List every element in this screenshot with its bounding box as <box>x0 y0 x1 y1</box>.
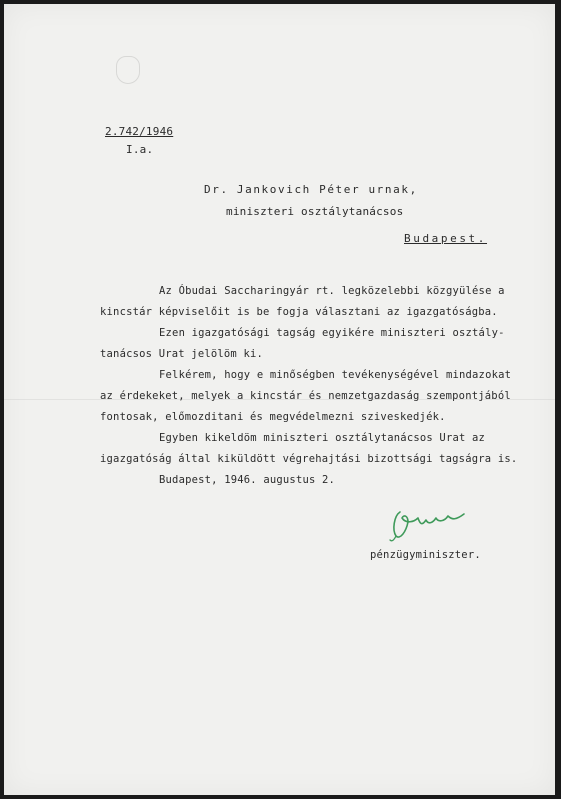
date-line: Budapest, 1946. augustus 2. <box>159 474 336 486</box>
reference-department: I.a. <box>126 143 154 156</box>
body-line: tanácsos Urat jelölöm ki. <box>100 348 264 360</box>
handwritten-signature <box>386 504 476 544</box>
body-line: Egyben kikeldöm miniszteri osztálytanácsos Urat az <box>159 432 486 444</box>
body-line: Ezen igazgatósági tagság egyikére miniszteri osztály- <box>159 327 505 339</box>
reference-number: 2.742/1946 <box>105 125 174 138</box>
body-line: kincstár képviselőit is be fogja választani az igazgatóságba. <box>100 306 498 318</box>
addressee-title: miniszteri osztálytanácsos <box>226 205 404 218</box>
addressee-name: Dr. Jankovich Péter urnak, <box>204 183 418 196</box>
embossed-seal <box>94 56 204 116</box>
body-line: igazgatóság által kiküldött végrehajtási bizottsági tagságra is. <box>100 453 518 465</box>
body-line: az érdekeket, melyek a kincstár és nemzetgazdaság szempontjából <box>100 390 511 402</box>
letter-page <box>4 4 555 795</box>
body-line: Felkérem, hogy e minőségben tevékenységével mindazokat <box>159 369 512 381</box>
coat-of-arms-icon <box>116 56 140 84</box>
body-line: Az Óbudai Saccharingyár rt. legközelebbi közgyülése a <box>159 285 505 297</box>
addressee-city: Budapest. <box>404 232 488 245</box>
body-line: fontosak, előmozditani és megvédelmezni sziveskedjék. <box>100 411 446 423</box>
signatory-title: pénzügyminiszter. <box>370 549 481 561</box>
